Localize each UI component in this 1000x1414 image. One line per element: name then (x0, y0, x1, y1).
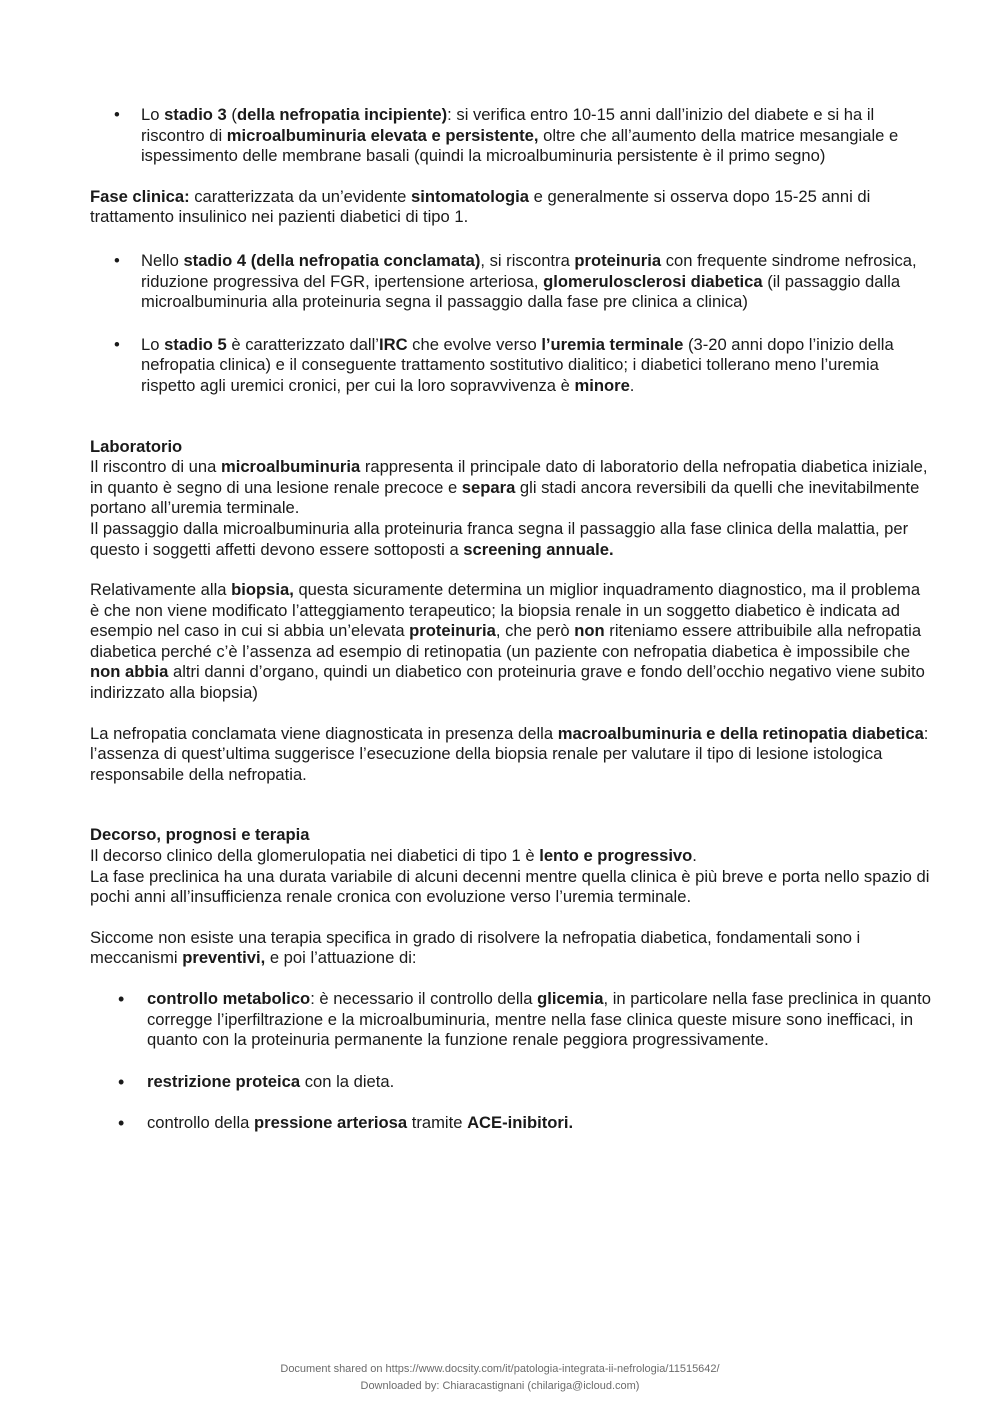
list-item-pressione-arteriosa: • controllo della pressione arteriosa tramite ACE-inibitori. (118, 1113, 574, 1134)
document-page (90, 105, 932, 1134)
section-heading-decorso: Decorso, prognosi e terapia (90, 825, 310, 845)
course-paragraph-2: La fase preclinica ha una durata variabile di alcuni decenni mentre quella clinica è più breve e porta nello spazio di pochi anni all’insufficienza renale cronica con evoluzione verso l’uremia terminale. (90, 866, 930, 907)
footer-downloaded-by: Downloaded by: Chiaracastignani (chilariga@icloud.com) (360, 1380, 640, 1392)
lab-paragraph-2: Il passaggio dalla microalbuminuria alla proteinuria franca segna il passaggio alla fase clinica della malattia, per questo i soggetti affetti devono essere sottoposti a screening annuale. (90, 518, 909, 559)
bullet-icon: • (118, 1113, 125, 1134)
stage3-list (90, 105, 932, 167)
therapy-list (90, 989, 932, 1134)
bullet-icon: • (114, 105, 120, 124)
stages-list (90, 251, 932, 397)
lab-paragraph-1: Il riscontro di una microalbuminuria rappresenta il principale dato di laboratorio della nefropatia diabetica iniziale, in quanto è segno di una lesione renale precoce e separa gli stadi ancora reversibili da quelli che inevitabilmente portano all’uremia terminale. (90, 457, 928, 518)
list-item-stage4: • Nello stadio 4 (della nefropatia conclamata), si riscontra proteinuria con frequente sindrome nefrosica, riduzione progressiva del FGR, ipertensione arteriosa, glomerulosclerosi diabetica (il passaggio dalla microalbuminuria alla proteinuria segna il passaggio dalla fase pre clinica a clinica) (114, 250, 917, 312)
course-paragraph-1: Il decorso clinico della glomerulopatia nei diabetici di tipo 1 è lento e progressivo. (90, 846, 697, 866)
diagnosis-paragraph: La nefropatia conclamata viene diagnosticata in presenza della macroalbuminuria e della retinopatia diabetica: l’assenza di quest’ultima suggerisce l’esecuzione della biopsia renale per valutare il tipo di lesione istologica responsabile della nefropatia. (90, 723, 929, 784)
clinical-phase-paragraph: Fase clinica: caratterizzata da un’evidente sintomatologia e generalmente si osserva dopo 15-25 anni di trattamento insulinico nei pazienti diabetici di tipo 1. (90, 186, 871, 227)
bullet-icon: • (114, 250, 120, 270)
list-item-stage3: • Lo stadio 3 (della nefropatia incipiente): si verifica entro 10-15 anni dall’inizio del diabete e si ha il riscontro di microalbuminuria elevata e persistente, oltre che all’aumento della matrice mesangiale e ispessimento delle membrane basali (quindi la microalbuminuria persistente è il primo segno) (114, 105, 899, 166)
therapy-paragraph: Siccome non esiste una terapia specifica in grado di risolvere la nefropatia diabetica, fondamentali sono i meccanismi preventivi, e poi l’attuazione di: (90, 927, 861, 968)
bullet-icon: • (118, 989, 125, 1009)
list-item-stage5: • Lo stadio 5 è caratterizzato dall’IRC che evolve verso l’uremia terminale (3-20 anni dopo l’inizio della nefropatia clinica) e il conseguente trattamento sostitutivo dialitico; i diabetici tollerano meno l’uremia rispetto agli uremici cronici, per cui la loro sopravvivenza è minore. (114, 334, 894, 395)
list-item-controllo-metabolico: • controllo metabolico: è necessario il controllo della glicemia, in particolare nella fase preclinica in quanto corregge l’iperfiltrazione e la microalbuminuria, mentre nella fase clinica queste misure sono inefficaci, in quanto con la proteinuria permanente la funzione renale peggiora progressivamente. (118, 989, 931, 1050)
footer-shared-link[interactable]: Document shared on https://www.docsity.com/it/patologia-integrata-ii-nefrologia/11515642/ (280, 1363, 720, 1375)
section-heading-laboratorio: Laboratorio (90, 436, 183, 456)
bullet-icon: • (114, 334, 120, 354)
list-item-restrizione-proteica: • restrizione proteica con la dieta. (118, 1071, 395, 1092)
biopsy-paragraph: Relativamente alla biopsia, questa sicuramente determina un miglior inquadramento diagnostico, ma il problema è che non viene modificato l’atteggiamento terapeutico; la biopsia renale in un soggetto diabetico è indicata ad esempio nel caso in cui si abbia un’elevata proteinuria, che però non riteniamo essere attribuibile alla nefropatia diabetica perché c’è l’assenza ad esempio di retinopatia (un paziente con nefropatia diabetica è impossibile che non abbia altri danni d’organo, quindi un diabetico con proteinuria grave e fondo dell’occhio negativo viene subito indirizzato alla biopsia) (90, 580, 925, 703)
bullet-icon: • (118, 1071, 125, 1092)
